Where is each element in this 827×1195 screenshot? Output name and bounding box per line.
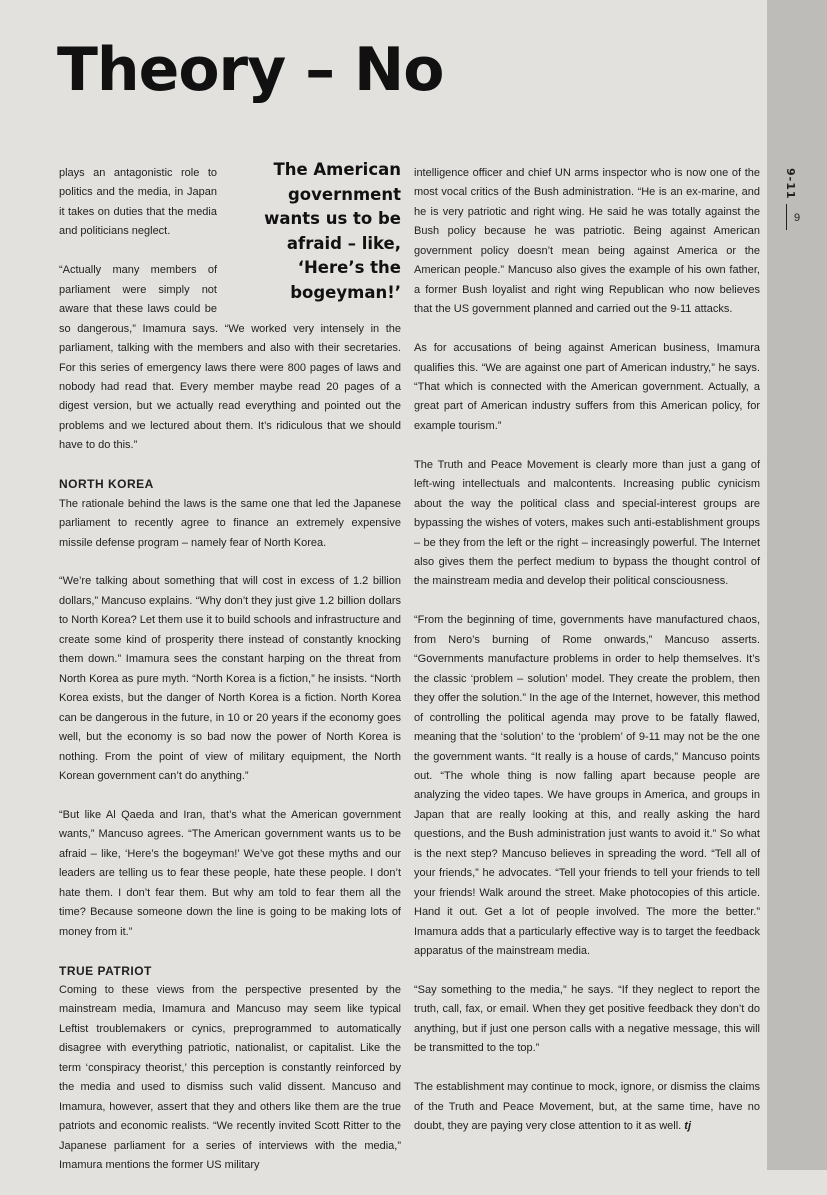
- pull-quote: The American government wants us to be afraid – like, ‘Here’s the bogeyman!’: [264, 160, 401, 302]
- paragraph: The rationale behind the laws is the same one that led the Japanese parliament to recently agree to finance an extremely expensive missile defense program – namely fear of North Korea.: [59, 497, 401, 549]
- page-title: Theory – No: [57, 35, 444, 105]
- paragraph: “But like Al Qaeda and Iran, that’s what the American government wants,” Mancuso agrees. “The American government wants us to be afraid – like, ‘Here’s the bogeyman!’ We’ve got these myths and our leaders are telling us to fear these people, hate these people. I don’t hate them. I don’t fear them. But why am told to fear them all the time? Because someone down the line is going to be making lots of money from it.”: [59, 808, 401, 938]
- paragraph: Coming to these views from the perspective presented by the mainstream media, Imamura and Mancuso may seem like typical Leftist troublemakers or cynics, preprogrammed to automatically disagree with everything patriotic, nationalist, or capitalist. Like the term ‘conspiracy theorist,’ this perception is constantly reinforced by the media and used to dismiss such valid dissent. Mancuso and Imamura, however, assert that they and others like them are the true patriots and economic realists. “We recently invited Scott Ritter to the Japanese parliament for a series of interviews with the media,” Imamura mentions the former US military: [59, 983, 401, 1172]
- paragraph-final: [414, 1078, 760, 1136]
- paragraph: “Actually many members of parliament were simply not aware that these laws could be so dangerous,” Imamura says. “We worked very intensely in the parliament, talking with the members and also with their secretaries. For this series of emergency laws there were 800 pages of laws and nobody had read that. Every member maybe read 20 pages of a digest version, but we actually read everything and pointed out the problems and we lectured about them. It’s ridiculous that we should have to do this.”: [59, 264, 401, 452]
- closing-text: The establishment may continue to mock, ignore, or dismiss the claims of the Truth and Peace Movement, but, at the same time, have no doubt, they are paying very close attention to it as well.: [414, 1081, 760, 1133]
- paragraph-intro: plays an antagonistic role to politics and the media, in Japan it takes on duties that the media and politicians neglect.: [59, 167, 217, 238]
- subhead-north-korea: NORTH KOREA: [59, 477, 154, 492]
- right-column: [414, 164, 760, 1156]
- paragraph: “We’re talking about something that will cost in excess of 1.2 billion dollars,” Mancuso explains. “Why don’t they just give 1.2 billion dollars to North Korea? Let them use it to build schools and infrastructure and create some kind of prosperity there instead of constantly knocking them down.” Imamura sees the constant harping on the threat from North Korea as pure myth. “North Korea is a fiction,” he insists. “North Korea exists, but the danger of North Korea is a fiction. North Korea can be dangerous in the future, in 10 or 20 years if the economy goes well, but the economy is so bad now the power of North Korea is nothing. From the point of view of military equipment, the North Korean government can’t do anything.”: [59, 575, 401, 782]
- paragraph: “From the beginning of time, governments have manufactured chaos, from Nero’s burning of Rome onwards,” Mancuso asserts. “Governments manufacture problems in order to help themselves. It’s the classic ‘problem – solution’ model. They create the problem, then they offer the solution.” In the age of the Internet, however, this method of controlling the political agenda may prove to be fatally flawed, meaning that the ‘solution’ to the ‘problem’ of 9-11 may not be the one the government wants. “It really is a house of cards,” Mancuso points out. “The whole thing is now falling apart because people are analyzing the video tapes. We have groups in America, and groups in Japan that are really looking at this, and really asking the hard questions, and the Bush administration just wants to avoid it.” So what is the next step? Mancuso believes in spreading the word. “Tell all of your friends,” he advocates. “Tell your friends to tell your friends to tell your friends! Walk around the street. Make photocopies of this article. Hand it out. Get a lot of people involved. The more the better.” Imamura adds that a particularly effective way is to target the feedback apparatus of the mainstream media.: [414, 614, 760, 958]
- side-band: [767, 0, 827, 1170]
- paragraph: intelligence officer and chief UN arms inspector who is now one of the most vocal critics of the Bush administration. “He is an ex-marine, and he is very patriotic and right wing. He said he was totally against the Bush policy because he was patriotic. Being against American government policy doesn’t mean being against America or the American people.” Mancuso also gives the example of his own father, a former Bush loyalist and right wing Republican who now believes that the US government planned and carried out the 9-11 attacks.: [414, 167, 760, 316]
- section-divider: [786, 204, 787, 230]
- left-column: [59, 160, 401, 1195]
- paragraph: The Truth and Peace Movement is clearly more than just a gang of left-wing intellectuals and malcontents. Increasing public cynicism about the way the political class and special-interest groups are bypassing the wishes of voters, makes such anti-establishment groups – be they from the left or the right – increasingly powerful. The Internet also gives them the perfect medium to bypass the thought control of the mainstream media and develop their political consciousness.: [414, 458, 760, 588]
- author-signature: tj: [684, 1120, 692, 1133]
- page-number: 9: [794, 212, 801, 224]
- paragraph: As for accusations of being against American business, Imamura qualifies this. “We are against one part of American industry,” he says. “That which is connected with the American government. Actually, a great part of American industry suffers from this American policy, for example tourism.”: [414, 342, 760, 432]
- subhead-true-patriot: TRUE PATRIOT: [59, 963, 152, 978]
- paragraph: “Say something to the media,” he says. “If they neglect to report the truth, call, fax, or email. When they get positive feedback they don’t do anything, but if just one person calls with a negative message, this will be transmitted to the top.”: [414, 983, 760, 1055]
- section-tag: 9-11: [784, 168, 797, 200]
